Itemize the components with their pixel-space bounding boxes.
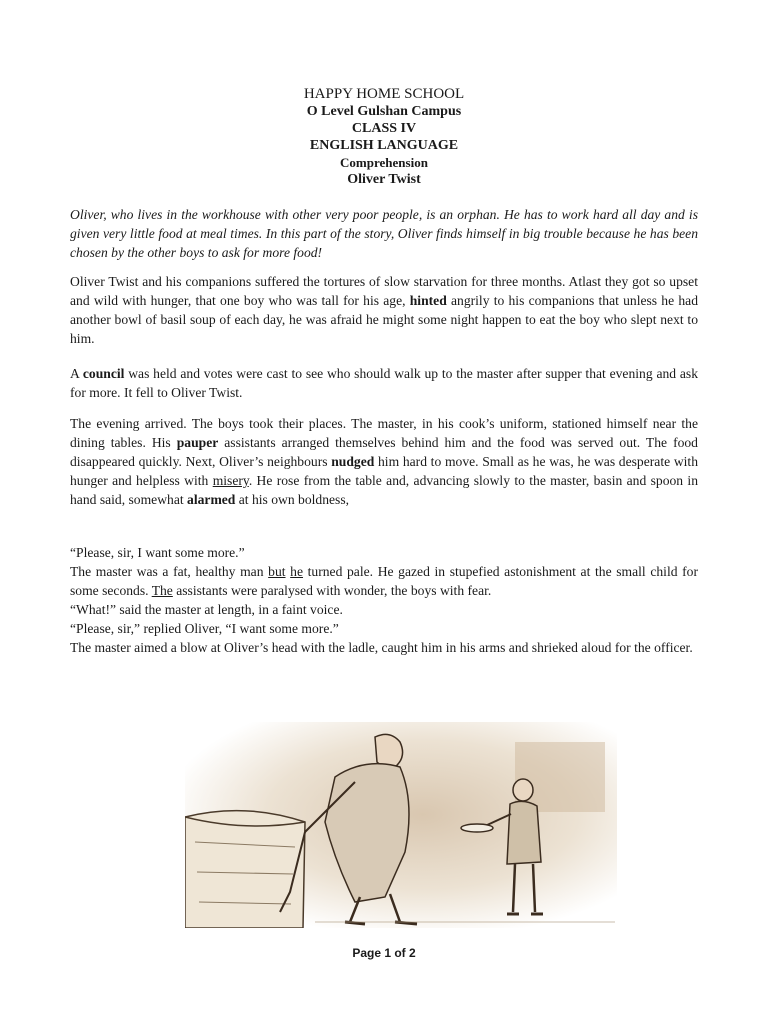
text: was held and votes were cast to see who should walk up to the master after supper that evening and ask for more. It fell to Oliver Twist. bbox=[70, 366, 698, 400]
underlined-word: he bbox=[290, 564, 304, 579]
text: The master was a fat, healthy man bbox=[70, 564, 269, 579]
paragraph-2 bbox=[70, 364, 698, 402]
class-name: CLASS IV bbox=[351, 121, 417, 136]
subject-name: ENGLISH LANGUAGE bbox=[309, 138, 459, 153]
text: The evening arrived. The boys took their places. The master, in his cook’s uniform, stationed himself near the dining tables. His bbox=[70, 416, 698, 450]
text: him hard to move. Small as he was, he was desperate with hunger and helpless with bbox=[70, 454, 698, 488]
document-header bbox=[0, 86, 768, 188]
dialogue-line-3: “What!” said the master at length, in a faint voice. bbox=[70, 602, 343, 617]
vocab-word: nudged bbox=[331, 454, 375, 469]
cauldron bbox=[185, 811, 305, 928]
text: angrily to his companions that unless he had another bowl of basil soup of each day, he was afraid he might some night happen to eat the boy who slept next to him. bbox=[70, 293, 698, 346]
school-name: HAPPY HOME SCHOOL bbox=[303, 86, 465, 102]
paragraph-1 bbox=[70, 272, 698, 348]
section-name: Comprehension bbox=[340, 155, 428, 170]
story-title: Oliver Twist bbox=[347, 172, 421, 187]
vocab-word: council bbox=[82, 366, 125, 381]
campus-name: O Level Gulshan Campus bbox=[306, 104, 462, 119]
vocab-word: alarmed bbox=[187, 492, 236, 507]
underlined-word: The bbox=[151, 583, 173, 598]
paragraph-3 bbox=[70, 414, 698, 509]
text: at his own boldness, bbox=[235, 492, 350, 507]
underlined-word: but bbox=[268, 564, 286, 579]
dialogue-line-1: “Please, sir, I want some more.” bbox=[70, 545, 245, 560]
text: Oliver Twist and his companions suffered the tortures of slow starvation for three months. Atlast they got so upset and wild with hunger, that one boy who was tall for his age, bbox=[70, 274, 698, 308]
text: assistants were paralysed with wonder, the boys with fear. bbox=[172, 583, 492, 598]
underlined-word: misery bbox=[212, 473, 249, 488]
intro-paragraph: Oliver, who lives in the workhouse with other very poor people, is an orphan. He has to work hard all day and is given very little food at meal times. In this part of the story, Oliver finds himself in big trouble because he has been chosen by the other boys to ask for more food! bbox=[70, 207, 698, 260]
vocab-word: hinted bbox=[409, 293, 447, 308]
dialogue-line-2 bbox=[70, 562, 698, 600]
oliver-twist-illustration bbox=[185, 722, 617, 928]
text: assistants arranged themselves behind him and the food was served out. The food disappeared quickly. Next, Oliver’s neighbours bbox=[70, 435, 698, 469]
vocab-word: pauper bbox=[176, 435, 219, 450]
page-number: Page 1 of 2 bbox=[352, 946, 416, 960]
text: A bbox=[70, 366, 83, 381]
text: . He rose from the table and, advancing slowly to the master, basin and spoon in hand said, somewhat bbox=[70, 473, 698, 507]
dialogue-line-4: “Please, sir,” replied Oliver, “I want some more.” bbox=[70, 621, 339, 636]
dialogue-line-5: The master aimed a blow at Oliver’s head with the ladle, caught him in his arms and shrieked aloud for the officer. bbox=[70, 640, 693, 655]
text: turned pale. He gazed in stupefied astonishment at the small child for some seconds. bbox=[70, 564, 698, 598]
